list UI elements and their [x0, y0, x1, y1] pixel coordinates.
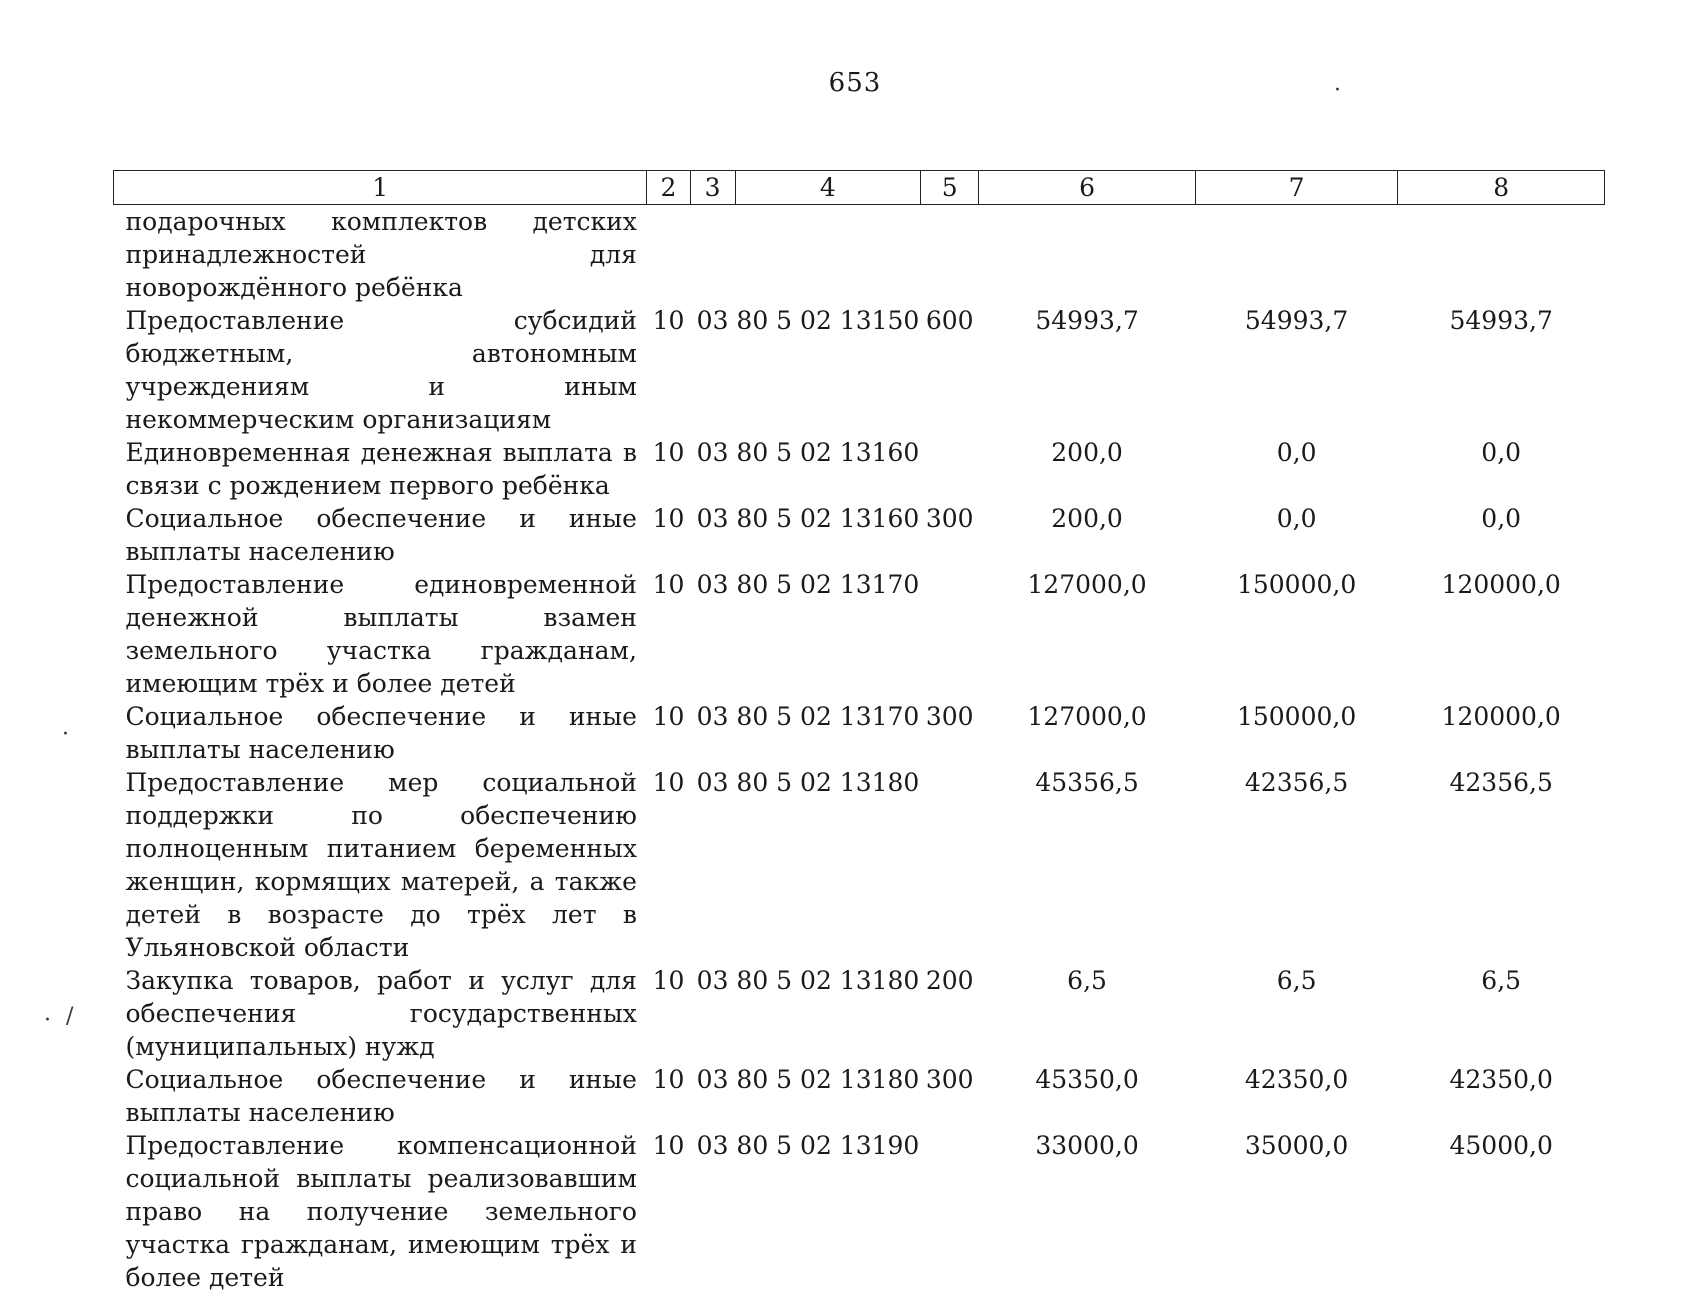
header-col-1: 1: [114, 171, 647, 205]
row-target-code: 80 5 02 13160: [735, 502, 920, 568]
table-row: [114, 964, 1605, 1063]
margin-dot-left: ·: [44, 1008, 51, 1033]
header-col-8: 8: [1398, 171, 1605, 205]
row-section: 10: [647, 568, 690, 700]
corner-dot: ·: [1334, 78, 1341, 103]
row-amount-col-6: 6,5: [979, 964, 1196, 1063]
row-expense-type: [921, 1129, 979, 1294]
header-col-6: 6: [979, 171, 1196, 205]
row-subsection: 03: [690, 1129, 735, 1294]
table-row: [114, 1129, 1605, 1294]
row-amount-col-8: 45000,0: [1398, 1129, 1605, 1294]
row-section: 10: [647, 436, 690, 502]
row-amount-col-6: [979, 205, 1196, 305]
row-target-code: 80 5 02 13170: [735, 700, 920, 766]
row-section: 10: [647, 964, 690, 1063]
row-target-code: 80 5 02 13160: [735, 436, 920, 502]
row-amount-col-7: 54993,7: [1195, 304, 1398, 436]
row-amount-col-8: 6,5: [1398, 964, 1605, 1063]
row-section: [647, 205, 690, 305]
table-row: [114, 436, 1605, 502]
row-amount-col-7: 150000,0: [1195, 700, 1398, 766]
row-section: 10: [647, 1063, 690, 1129]
header-col-2: 2: [647, 171, 690, 205]
row-target-code: 80 5 02 13170: [735, 568, 920, 700]
row-amount-col-6: 127000,0: [979, 568, 1196, 700]
row-amount-col-8: [1398, 205, 1605, 305]
row-name: Предоставление субсидий бюджетным, автономным учреждениям и иным некоммерческим организациям: [114, 304, 647, 436]
margin-dot: ·: [62, 722, 69, 747]
row-amount-col-6: 200,0: [979, 502, 1196, 568]
table-row: [114, 1063, 1605, 1129]
row-amount-col-8: 0,0: [1398, 436, 1605, 502]
table-row: [114, 568, 1605, 700]
row-amount-col-8: 54993,7: [1398, 304, 1605, 436]
row-section: 10: [647, 700, 690, 766]
row-name: Закупка товаров, работ и услуг для обеспечения государственных (муниципальных) нужд: [114, 964, 647, 1063]
row-subsection: 03: [690, 766, 735, 964]
row-subsection: 03: [690, 1063, 735, 1129]
header-col-4: 4: [735, 171, 920, 205]
row-amount-col-7: 35000,0: [1195, 1129, 1398, 1294]
row-section: 10: [647, 1129, 690, 1294]
table-row: [114, 766, 1605, 964]
row-target-code: 80 5 02 13190: [735, 1129, 920, 1294]
table-body: [114, 205, 1605, 1294]
row-name: Социальное обеспечение и иные выплаты населению: [114, 502, 647, 568]
row-amount-col-6: 200,0: [979, 436, 1196, 502]
row-expense-type: 200: [921, 964, 979, 1063]
row-amount-col-7: [1195, 205, 1398, 305]
row-subsection: 03: [690, 700, 735, 766]
row-amount-col-6: 33000,0: [979, 1129, 1196, 1294]
row-subsection: 03: [690, 436, 735, 502]
row-name: Социальное обеспечение и иные выплаты населению: [114, 1063, 647, 1129]
header-col-5: 5: [921, 171, 979, 205]
row-target-code: 80 5 02 13150: [735, 304, 920, 436]
row-subsection: 03: [690, 568, 735, 700]
row-expense-type: 600: [921, 304, 979, 436]
row-amount-col-8: 120000,0: [1398, 568, 1605, 700]
row-amount-col-7: 0,0: [1195, 502, 1398, 568]
row-amount-col-7: 0,0: [1195, 436, 1398, 502]
row-expense-type: 300: [921, 502, 979, 568]
row-name: Социальное обеспечение и иные выплаты населению: [114, 700, 647, 766]
row-amount-col-7: 150000,0: [1195, 568, 1398, 700]
row-amount-col-6: 127000,0: [979, 700, 1196, 766]
table-row: [114, 304, 1605, 436]
row-amount-col-7: 6,5: [1195, 964, 1398, 1063]
row-subsection: 03: [690, 964, 735, 1063]
row-name: Единовременная денежная выплата в связи с рождением первого ребёнка: [114, 436, 647, 502]
row-section: 10: [647, 766, 690, 964]
row-amount-col-7: 42350,0: [1195, 1063, 1398, 1129]
row-expense-type: [921, 436, 979, 502]
row-amount-col-6: 45350,0: [979, 1063, 1196, 1129]
row-expense-type: 300: [921, 700, 979, 766]
row-expense-type: [921, 205, 979, 305]
row-expense-type: 300: [921, 1063, 979, 1129]
row-section: 10: [647, 304, 690, 436]
margin-slash: /: [66, 1004, 73, 1029]
row-subsection: [690, 205, 735, 305]
row-target-code: 80 5 02 13180: [735, 766, 920, 964]
header-row: [114, 171, 1605, 205]
row-subsection: 03: [690, 304, 735, 436]
row-target-code: 80 5 02 13180: [735, 1063, 920, 1129]
row-target-code: [735, 205, 920, 305]
row-amount-col-6: 45356,5: [979, 766, 1196, 964]
row-amount-col-7: 42356,5: [1195, 766, 1398, 964]
row-amount-col-6: 54993,7: [979, 304, 1196, 436]
row-section: 10: [647, 502, 690, 568]
header-col-7: 7: [1195, 171, 1398, 205]
table-header: [114, 171, 1605, 205]
row-amount-col-8: 120000,0: [1398, 700, 1605, 766]
row-amount-col-8: 42350,0: [1398, 1063, 1605, 1129]
row-name: Предоставление единовременной денежной выплаты взамен земельного участка гражданам, имеющим трёх и более детей: [114, 568, 647, 700]
row-name: Предоставление компенсационной социальной выплаты реализовавшим право на получение земельного участка гражданам, имеющим трёх и более детей: [114, 1129, 647, 1294]
row-target-code: 80 5 02 13180: [735, 964, 920, 1063]
row-amount-col-8: 0,0: [1398, 502, 1605, 568]
row-amount-col-8: 42356,5: [1398, 766, 1605, 964]
table-row: [114, 502, 1605, 568]
row-expense-type: [921, 766, 979, 964]
row-expense-type: [921, 568, 979, 700]
row-name: подарочных комплектов детских принадлежностей для новорождённого ребёнка: [114, 205, 647, 305]
page-number: 653: [0, 68, 1696, 98]
table-row: [114, 700, 1605, 766]
row-name: Предоставление мер социальной поддержки по обеспечению полноценным питанием беременных женщин, кормящих матерей, а также детей в возрасте до трёх лет в Ульяновской области: [114, 766, 647, 964]
row-subsection: 03: [690, 502, 735, 568]
budget-table: [113, 170, 1605, 1294]
table-row: [114, 205, 1605, 305]
header-col-3: 3: [690, 171, 735, 205]
